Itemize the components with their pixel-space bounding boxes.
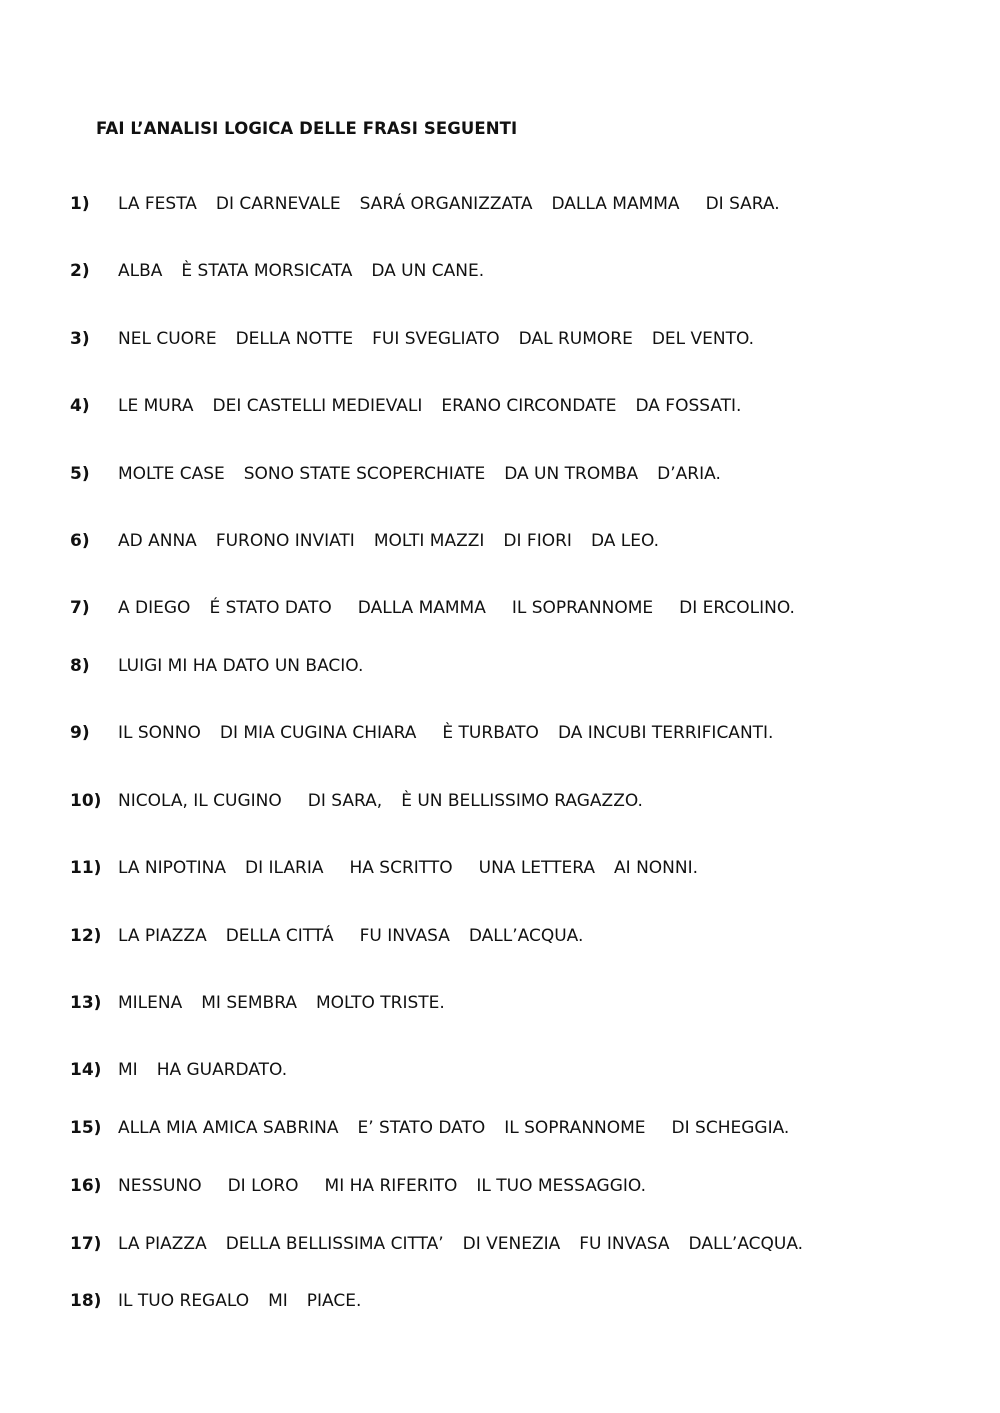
phrase-segment: ERANO CIRCONDATE <box>441 396 617 416</box>
phrase-segment: NESSUNO <box>118 1176 202 1196</box>
phrase-segment: IL TUO MESSAGGIO. <box>476 1176 646 1196</box>
phrase-segment: IL SONNO <box>118 723 201 743</box>
item-number: 6) <box>70 531 90 551</box>
phrase-segment: DAL RUMORE <box>518 329 633 349</box>
phrase-segment: NEL CUORE <box>118 329 217 349</box>
exercise-item <box>70 261 503 285</box>
phrase-segment: DI SARA, <box>307 791 383 811</box>
exercise-item <box>70 396 760 420</box>
exercise-item <box>70 531 678 555</box>
phrase-segment: E’ STATO DATO <box>357 1118 486 1138</box>
phrase-segment: MILENA <box>118 993 183 1013</box>
phrase-segment: FUI SVEGLIATO <box>372 329 500 349</box>
exercise-item <box>70 1060 306 1084</box>
item-number: 14) <box>70 1060 102 1080</box>
phrase-segment: LA PIAZZA <box>118 1234 207 1254</box>
phrase-segment: DI FIORI <box>503 531 572 551</box>
item-number: 12) <box>70 926 102 946</box>
phrase-segment: DA UN CANE. <box>371 261 485 281</box>
phrase-segment: FURONO INVIATI <box>215 531 355 551</box>
exercise-item <box>70 1176 665 1200</box>
phrase-segment: È UN BELLISSIMO RAGAZZO. <box>401 791 643 811</box>
exercise-item <box>70 194 799 218</box>
phrase-segment: DI ERCOLINO. <box>679 598 795 618</box>
phrase-segment: DALLA MAMMA <box>551 194 680 214</box>
item-number: 7) <box>70 598 90 618</box>
phrase-segment: AD ANNA <box>118 531 197 551</box>
phrase-segment: HA SCRITTO <box>349 858 453 878</box>
exercise-item <box>70 791 662 815</box>
phrase-segment: DALL’ACQUA. <box>468 926 584 946</box>
phrase-segment: IL TUO REGALO <box>118 1291 250 1311</box>
phrase-segment: IL SOPRANNOME <box>511 598 654 618</box>
phrase-segment: LA PIAZZA <box>118 926 207 946</box>
phrase-segment: ALBA <box>118 261 163 281</box>
phrase-segment: FU INVASA <box>359 926 450 946</box>
exercise-item <box>70 464 740 488</box>
exercise-item <box>70 329 773 353</box>
exercise-item <box>70 598 814 622</box>
phrase-segment: LE MURA <box>118 396 194 416</box>
phrase-segment: DEL VENTO. <box>651 329 755 349</box>
item-number: 1) <box>70 194 90 214</box>
phrase-segment: DA UN TROMBA <box>504 464 639 484</box>
exercise-item <box>70 858 717 882</box>
exercise-item <box>70 656 382 680</box>
item-number: 9) <box>70 723 90 743</box>
phrase-segment: PIACE. <box>306 1291 362 1311</box>
item-number: 15) <box>70 1118 102 1138</box>
phrase-segment: DA LEO. <box>590 531 660 551</box>
page-title: FAI L’ANALISI LOGICA DELLE FRASI SEGUENTI <box>96 119 518 138</box>
phrase-segment: DALL’ACQUA. <box>688 1234 804 1254</box>
phrase-segment: DI MIA CUGINA CHIARA <box>219 723 417 743</box>
phrase-segment: LA NIPOTINA <box>118 858 227 878</box>
phrase-segment: DI ILARIA <box>245 858 324 878</box>
phrase-segment: DELLA CITTÁ <box>225 926 334 946</box>
exercise-item <box>70 723 792 747</box>
phrase-segment: MOLTO TRISTE. <box>315 993 445 1013</box>
phrase-segment: MI SEMBRA <box>201 993 297 1013</box>
phrase-segment: IL SOPRANNOME <box>504 1118 646 1138</box>
phrase-segment: È TURBATO <box>442 723 539 743</box>
phrase-segment: NICOLA, IL CUGINO <box>118 791 282 811</box>
phrase-segment: MI HA RIFERITO <box>324 1176 458 1196</box>
phrase-segment: MI <box>118 1060 138 1080</box>
phrase-segment: DA FOSSATI. <box>635 396 742 416</box>
phrase-segment: DI SCHEGGIA. <box>671 1118 790 1138</box>
item-number: 5) <box>70 464 90 484</box>
phrase-segment: LA FESTA <box>118 194 197 214</box>
exercise-item <box>70 993 464 1017</box>
phrase-segment: SONO STATE SCOPERCHIATE <box>243 464 486 484</box>
item-number: 11) <box>70 858 102 878</box>
phrase-segment: DA INCUBI TERRIFICANTI. <box>557 723 774 743</box>
exercise-item <box>70 1291 380 1315</box>
item-number: 4) <box>70 396 90 416</box>
phrase-segment: FU INVASA <box>579 1234 670 1254</box>
exercise-item <box>70 1234 822 1258</box>
exercise-item <box>70 926 602 950</box>
phrase-segment: É STATO DATO <box>209 598 332 618</box>
item-number: 2) <box>70 261 90 281</box>
item-number: 10) <box>70 791 102 811</box>
phrase-segment: DI VENEZIA <box>462 1234 561 1254</box>
phrase-segment: DELLA NOTTE <box>235 329 354 349</box>
phrase-segment: A DIEGO <box>118 598 191 618</box>
phrase-segment: DEI CASTELLI MEDIEVALI <box>212 396 423 416</box>
item-number: 16) <box>70 1176 102 1196</box>
item-number: 17) <box>70 1234 102 1254</box>
item-number: 13) <box>70 993 102 1013</box>
phrase-segment: LUIGI MI HA DATO UN BACIO. <box>118 656 364 676</box>
item-number: 18) <box>70 1291 102 1311</box>
phrase-segment: DELLA BELLISSIMA CITTA’ <box>225 1234 444 1254</box>
phrase-segment: MI <box>268 1291 288 1311</box>
phrase-segment: DI SARA. <box>705 194 780 214</box>
phrase-segment: ALLA MIA AMICA SABRINA <box>118 1118 339 1138</box>
phrase-segment: MOLTE CASE <box>118 464 225 484</box>
phrase-segment: AI NONNI. <box>614 858 699 878</box>
item-number: 3) <box>70 329 90 349</box>
phrase-segment: HA GUARDATO. <box>156 1060 288 1080</box>
phrase-segment: DI CARNEVALE <box>215 194 341 214</box>
exercise-item <box>70 1118 808 1142</box>
phrase-segment: UNA LETTERA <box>478 858 596 878</box>
item-number: 8) <box>70 656 90 676</box>
phrase-segment: DI LORO <box>227 1176 299 1196</box>
phrase-segment: È STATA MORSICATA <box>181 261 353 281</box>
phrase-segment: D’ARIA. <box>657 464 721 484</box>
phrase-segment: DALLA MAMMA <box>357 598 486 618</box>
phrase-segment: MOLTI MAZZI <box>373 531 485 551</box>
phrase-segment: SARÁ ORGANIZZATA <box>359 194 533 214</box>
